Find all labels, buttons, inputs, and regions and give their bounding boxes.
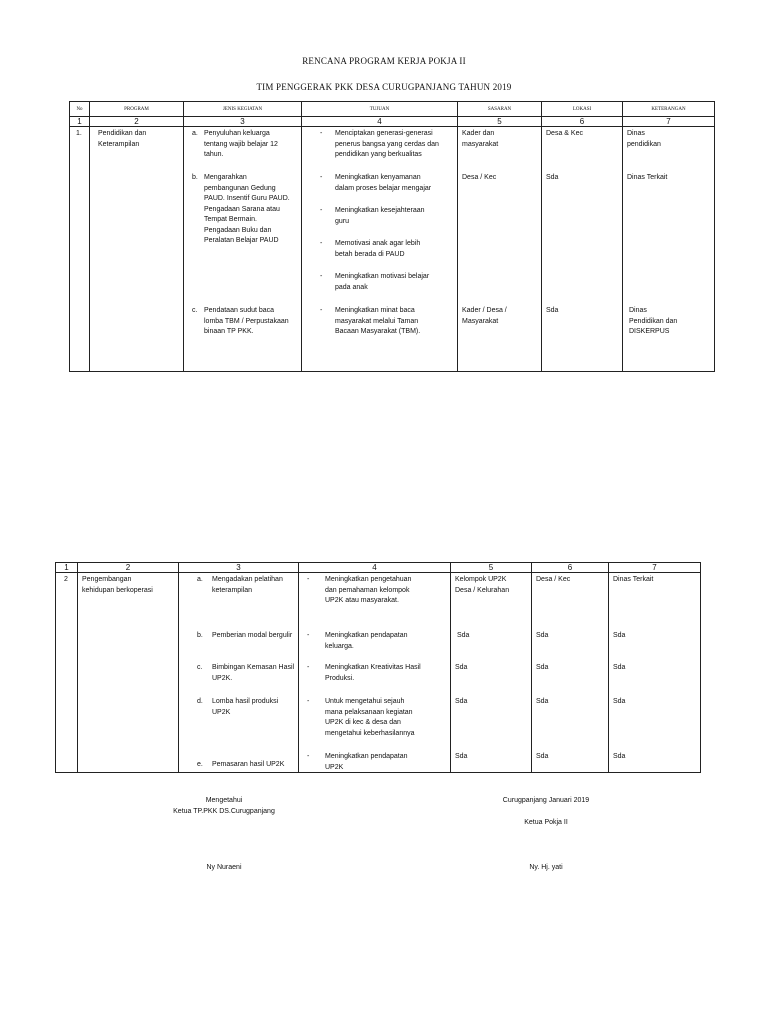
program-table-2	[55, 562, 701, 773]
col-number: 2	[78, 563, 179, 573]
tujuan-item	[320, 306, 421, 335]
col-number: 6	[532, 563, 609, 573]
sasaran-entry	[455, 697, 467, 708]
kegiatan-line: pembangunan Gedung	[204, 184, 276, 192]
kegiatan-item	[192, 306, 289, 335]
keterangan-line: pendidikan	[627, 140, 661, 148]
tujuan-line: masyarakat melalui Taman	[335, 317, 419, 325]
keterangan-entry	[613, 697, 625, 708]
sasaran-entry	[457, 631, 469, 642]
table2-body-row	[56, 573, 701, 773]
kegiatan-line: Pengadaan Sarana atau	[204, 205, 280, 213]
tujuan-line: pada anak	[335, 283, 368, 291]
cell-lokasi	[532, 573, 609, 773]
tujuan-item	[320, 129, 439, 158]
kegiatan-line: Pengadaan Buku dan	[204, 226, 272, 234]
right-signature-date: Curugpanjang Januari 2019	[502, 797, 590, 804]
col-number: 1	[70, 117, 90, 127]
cell-no	[56, 573, 78, 773]
cell-tujuan	[302, 127, 458, 372]
left-signature-label: Mengetahui	[205, 797, 243, 804]
kegiatan-item	[192, 173, 290, 244]
tujuan-line: Meningkatkan pendapatan	[325, 753, 408, 760]
sasaran-entry	[455, 752, 467, 763]
kegiatan-line: tentang wajib belajar 12	[204, 140, 278, 148]
tujuan-line: mengetahui keberhasilannya	[325, 729, 415, 737]
kegiatan-line: Pemberian modal bergulir	[212, 632, 293, 639]
tujuan-line: Memotivasi anak agar lebih	[335, 240, 421, 247]
keterangan-line: Dinas	[627, 130, 645, 137]
tujuan-line: Meningkatkan motivasi belajar	[335, 273, 430, 280]
lokasi-entry	[546, 306, 558, 317]
table1-body-row	[70, 127, 715, 372]
table1-number-row	[70, 117, 715, 127]
program-name	[82, 575, 153, 596]
item-marker: -	[307, 576, 310, 583]
tujuan-line: UP2K di kec & desa dan	[325, 719, 401, 726]
item-marker: -	[307, 698, 310, 705]
header-tujuan: TUJUAN	[302, 102, 458, 117]
col-number: 2	[90, 117, 184, 127]
kegiatan-line: UP2K	[212, 708, 231, 716]
item-marker: e.	[197, 761, 203, 768]
header-program: PROGRAM	[90, 102, 184, 117]
item-marker: -	[307, 753, 310, 760]
keterangan-line: Dinas Terkait	[613, 576, 654, 583]
program-line: Keterampilan	[98, 140, 140, 148]
row-number: 2	[64, 576, 68, 583]
keterangan-entry	[613, 631, 625, 642]
tujuan-line: guru	[335, 217, 350, 225]
item-marker: -	[320, 130, 323, 137]
program-name	[98, 129, 146, 150]
tujuan-item	[320, 239, 421, 258]
tujuan-line: betah berada di PAUD	[335, 250, 405, 258]
item-marker: -	[320, 207, 323, 214]
tujuan-line: Untuk mengetahui sejauh	[325, 698, 405, 705]
tujuan-item	[307, 697, 415, 737]
sasaran-line: Desa / Kelurahan	[455, 586, 510, 594]
cell-tujuan	[299, 573, 451, 773]
tujuan-item	[320, 173, 432, 192]
header-jenis-kegiatan: JENIS KEGIATAN	[184, 102, 302, 117]
kegiatan-item	[197, 663, 295, 682]
item-marker: -	[320, 240, 323, 247]
tujuan-line: keluarga.	[325, 642, 354, 650]
kegiatan-line: Pemasaran hasil UP2K	[212, 761, 285, 768]
sasaran-line: masyarakat	[462, 140, 499, 148]
keterangan-entry	[627, 173, 667, 184]
cell-keterangan	[623, 127, 715, 372]
kegiatan-item	[197, 575, 283, 594]
lokasi-line: Sda	[536, 753, 549, 760]
row-number: 1.	[76, 130, 82, 137]
tujuan-line: Meningkatkan pendapatan	[325, 632, 408, 639]
tujuan-item	[307, 575, 412, 604]
keterangan-line: Sda	[613, 664, 626, 671]
tujuan-line: UP2K atau masyarakat.	[325, 597, 399, 604]
cell-keterangan	[609, 573, 701, 773]
kegiatan-line: binaan TP PKK.	[204, 328, 254, 335]
col-number: 5	[458, 117, 542, 127]
tujuan-item	[307, 663, 421, 682]
tujuan-item	[320, 206, 425, 225]
cell-jenis-kegiatan	[179, 573, 299, 773]
kegiatan-item	[197, 631, 293, 642]
tujuan-line: dan pemahaman kelompok	[325, 586, 410, 594]
col-number: 4	[299, 563, 451, 573]
keterangan-line: Dinas	[629, 307, 647, 314]
kegiatan-line: Penyuluhan keluarga	[204, 130, 270, 137]
tujuan-line: penerus bangsa yang cerdas dan	[335, 140, 439, 148]
document-subtitle: TIM PENGGERAK PKK DESA CURUGPANJANG TAHUN 2019	[256, 82, 512, 92]
sasaran-entry	[462, 173, 496, 184]
keterangan-entry	[613, 663, 625, 674]
sasaran-entry	[462, 129, 498, 150]
sasaran-line: Kelompok UP2K	[455, 576, 507, 583]
program-line: kehidupan berkoperasi	[82, 586, 153, 594]
lokasi-entry	[546, 129, 583, 140]
header-lokasi: LOKASI	[542, 102, 623, 117]
keterangan-line: Sda	[613, 698, 626, 705]
lokasi-line: Sda	[536, 632, 549, 639]
item-marker: b.	[197, 632, 203, 639]
kegiatan-line: Tempat Bermain.	[204, 216, 257, 223]
keterangan-entry	[613, 752, 625, 763]
lokasi-line: Desa / Kec	[536, 576, 571, 583]
keterangan-line: Dinas Terkait	[627, 174, 668, 181]
col-number: 7	[623, 117, 715, 127]
tujuan-line: Menciptakan generasi-generasi	[335, 130, 433, 137]
col-number: 4	[302, 117, 458, 127]
sasaran-line: Sda	[455, 664, 468, 671]
keterangan-entry	[629, 306, 677, 338]
cell-jenis-kegiatan	[184, 127, 302, 372]
keterangan-entry	[613, 575, 653, 586]
right-signature-title: Ketua Pokja II	[524, 819, 568, 826]
document-title: RENCANA PROGRAM KERJA POKJA II	[302, 56, 466, 66]
tujuan-item	[307, 752, 408, 771]
kegiatan-line: Peralatan Belajar PAUD	[204, 237, 279, 244]
kegiatan-line: tahun.	[204, 151, 224, 158]
program-line: Pendidikan dan	[98, 130, 147, 137]
keterangan-line: Sda	[613, 753, 626, 760]
kegiatan-line: UP2K.	[212, 674, 233, 682]
kegiatan-line: PAUD. Insentif Guru PAUD.	[204, 195, 290, 202]
kegiatan-line: Lomba hasil produksi	[212, 698, 279, 705]
right-signature-name: Ny. Hj. yati	[529, 864, 563, 871]
sasaran-entry	[455, 663, 467, 674]
sasaran-line: Sda	[455, 698, 468, 705]
lokasi-line: Sda	[546, 307, 559, 314]
tujuan-item	[307, 631, 408, 650]
kegiatan-line: keterampilan	[212, 586, 253, 594]
tujuan-line: Meningkatkan Kreativitas Hasil	[325, 664, 421, 671]
cell-sasaran	[458, 127, 542, 372]
program-table-1	[69, 101, 715, 372]
item-marker: a.	[192, 130, 198, 137]
sasaran-line: Kader dan	[462, 130, 495, 137]
kegiatan-line: Mengadakan pelatihan	[212, 576, 283, 583]
cell-program	[78, 573, 179, 773]
cell-lokasi	[542, 127, 623, 372]
left-signature-title: Ketua TP.PKK DS.Curugpanjang	[173, 808, 275, 815]
kegiatan-line: Bimbingan Kemasan Hasil	[212, 664, 295, 671]
col-number: 3	[184, 117, 302, 127]
header-keterangan: KETERANGAN	[623, 102, 715, 117]
sasaran-line: Sda	[457, 632, 470, 639]
keterangan-line: Pendidikan dan	[629, 317, 678, 325]
tujuan-line: Produksi.	[325, 674, 355, 682]
item-marker: c.	[197, 664, 203, 671]
lokasi-entry	[536, 697, 548, 708]
sasaran-line: Kader / Desa /	[462, 307, 507, 314]
lokasi-entry	[536, 663, 548, 674]
keterangan-entry	[627, 129, 661, 150]
cell-program	[90, 127, 184, 372]
kegiatan-item	[197, 760, 285, 771]
item-marker: b.	[192, 174, 198, 181]
cell-no	[70, 127, 90, 372]
header-no: No	[70, 102, 90, 117]
kegiatan-line: Mengarahkan	[204, 174, 247, 181]
tujuan-line: Meningkatkan pengetahuan	[325, 576, 412, 583]
col-number: 3	[179, 563, 299, 573]
cell-sasaran	[451, 573, 532, 773]
program-line: Pengembangan	[82, 576, 132, 583]
sasaran-line: Masyarakat	[462, 317, 499, 325]
sasaran-line: Desa / Kec	[462, 174, 497, 181]
col-number: 6	[542, 117, 623, 127]
kegiatan-item	[192, 129, 278, 158]
header-sasaran: SASARAN	[458, 102, 542, 117]
item-marker: -	[307, 664, 310, 671]
col-number: 7	[609, 563, 701, 573]
sasaran-entry	[462, 306, 507, 327]
item-marker: -	[320, 307, 323, 314]
kegiatan-item	[197, 697, 279, 716]
tujuan-line: Meningkatkan minat baca	[335, 307, 415, 314]
tujuan-line: Meningkatkan kesejahteraan	[335, 207, 425, 214]
lokasi-line: Sda	[536, 664, 549, 671]
table1-header-row	[70, 102, 715, 117]
tujuan-line: mana pelaksanaan kegiatan	[325, 708, 413, 716]
lokasi-line: Sda	[546, 174, 559, 181]
left-signature-name: Ny Nuraeni	[206, 864, 242, 871]
keterangan-line: DISKERPUS	[629, 328, 670, 335]
lokasi-line: Sda	[536, 698, 549, 705]
kegiatan-line: Pendataan sudut baca	[204, 307, 275, 314]
tujuan-line: pendidikan yang berkualitas	[335, 151, 422, 158]
tujuan-item	[320, 272, 430, 291]
lokasi-entry	[546, 173, 558, 184]
tujuan-line: UP2K	[325, 763, 344, 771]
item-marker: a.	[197, 576, 203, 583]
table2-number-row	[56, 563, 701, 573]
item-marker: d.	[197, 698, 203, 705]
keterangan-line: Sda	[613, 632, 626, 639]
tujuan-line: dalam proses belajar mengajar	[335, 184, 432, 192]
col-number: 5	[451, 563, 532, 573]
item-marker: -	[307, 632, 310, 639]
lokasi-entry	[536, 631, 548, 642]
tujuan-line: Meningkatkan kenyamanan	[335, 174, 421, 181]
lokasi-entry	[536, 752, 548, 763]
sasaran-entry	[455, 575, 509, 596]
sasaran-line: Sda	[455, 753, 468, 760]
tujuan-line: Bacaan Masyarakat (TBM).	[335, 328, 421, 335]
lokasi-line: Desa & Kec	[546, 130, 583, 137]
item-marker: c.	[192, 307, 198, 314]
col-number: 1	[56, 563, 78, 573]
kegiatan-line: lomba TBM / Perpustakaan	[204, 317, 289, 325]
item-marker: -	[320, 273, 323, 280]
lokasi-entry	[536, 575, 570, 586]
item-marker: -	[320, 174, 323, 181]
